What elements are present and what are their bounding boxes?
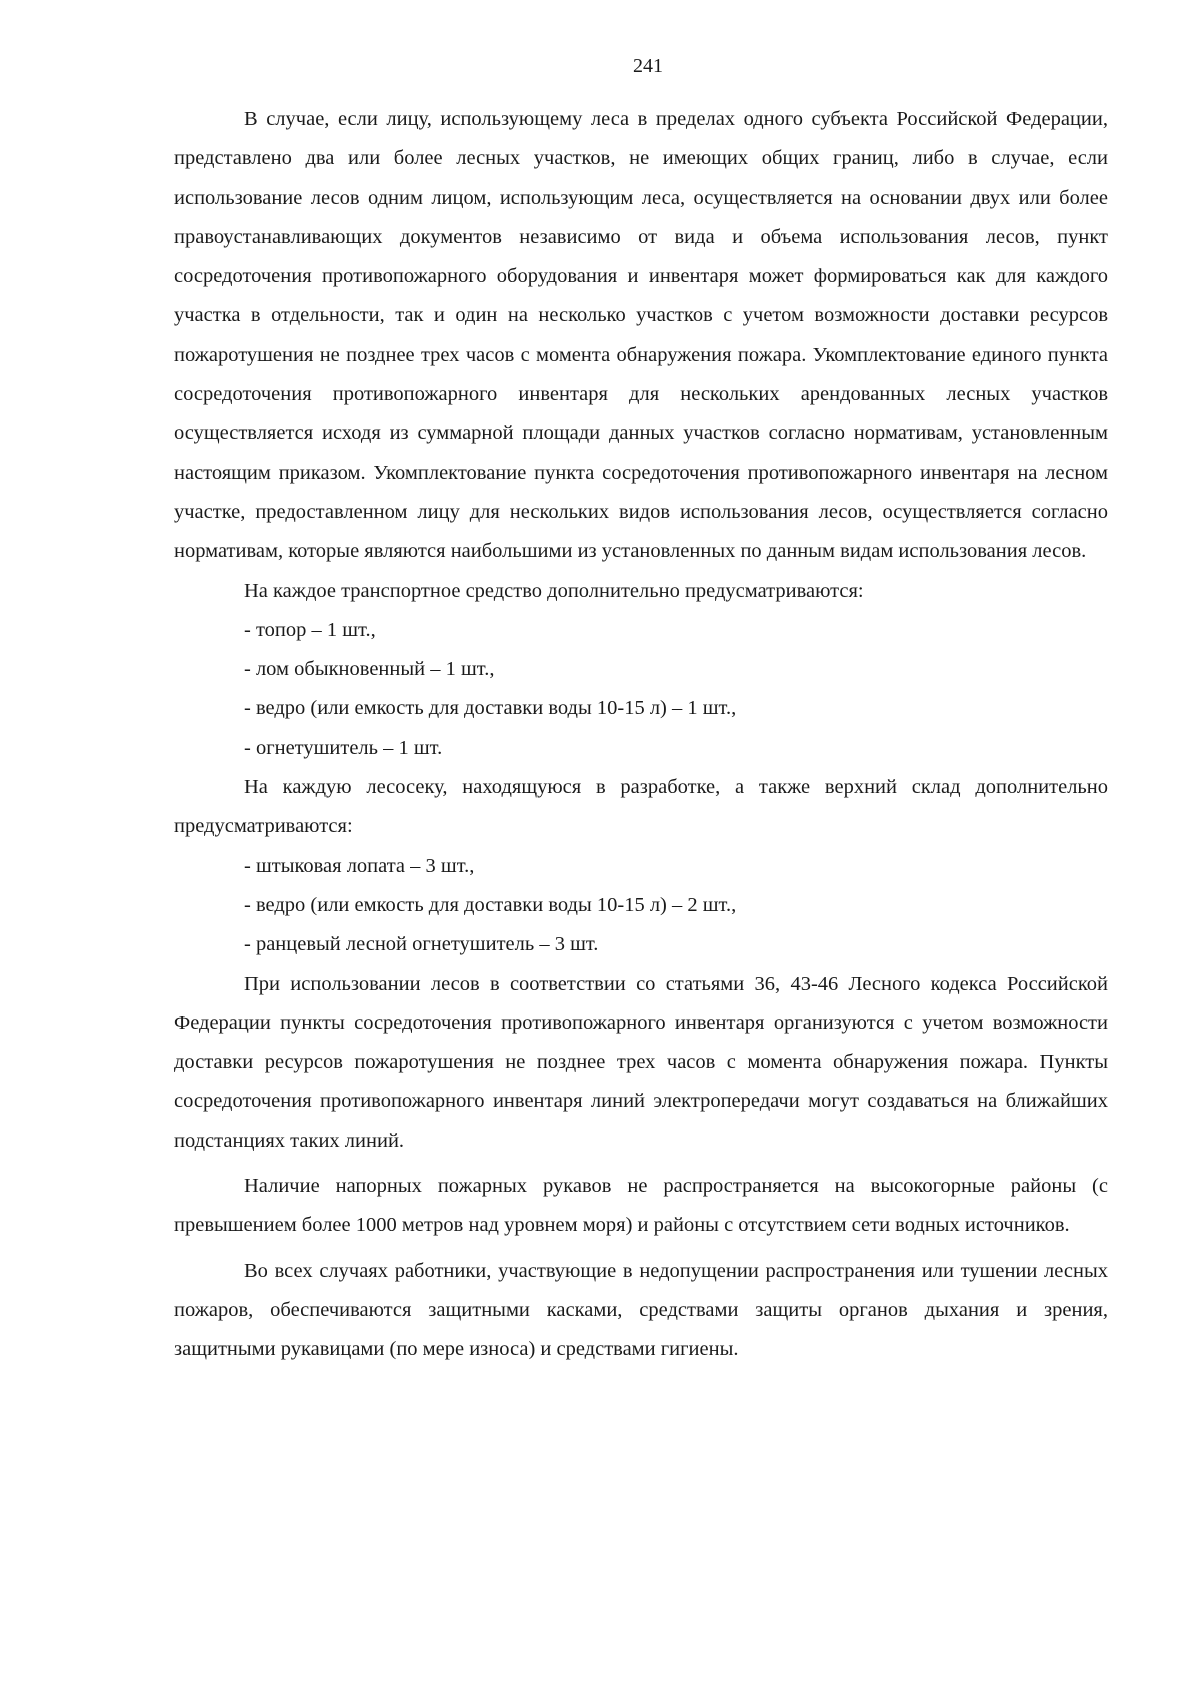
- page-number: 241: [633, 55, 663, 77]
- list-item-shovel: - штыковая лопата – 3 шт.,: [244, 854, 475, 877]
- list-item-backpack-extinguisher: - ранцевый лесной огнетушитель – 3 шт.: [244, 933, 599, 956]
- list-item-extinguisher: - огнетушитель – 1 шт.: [244, 736, 443, 759]
- list-item-axe: - топор – 1 шт.,: [244, 618, 376, 641]
- paragraph-highland-exception: Наличие напорных пожарных рукавов не распространяется на высокогорные районы (с превышением более 1000 метров над уровнем моря) и районы с отсутствием сети водных источников.: [174, 1175, 1108, 1237]
- document-body: [174, 100, 1108, 1370]
- list-item-crowbar: - лом обыкновенный – 1 шт.,: [244, 658, 495, 681]
- paragraph-multiple-plots: В случае, если лицу, использующему леса в пределах одного субъекта Российской Федерации, представлено два или более лесных участков, не имеющих общих границ, либо в случае, если использование лесов одним лицом, использующим леса, осуществляется на основании двух или более правоустанавливающих документов независимо от вида и объема использования лесов, пункт сосредоточения противопожарного оборудования и инвентаря может формироваться как для каждого участка в отдельности, так и один на несколько участков с учетом возможности доставки ресурсов пожаротушения не позднее трех часов с момента обнаружения пожара. Укомплектование единого пункта сосредоточения противопожарного инвентаря для нескольких арендованных лесных участков осуществляется исходя из суммарной площади данных участков согласно нормативам, установленным настоящим приказом. Укомплектование пункта сосредоточения противопожарного инвентаря на лесном участке, предоставленном лицу для нескольких видов использования лесов, осуществляется согласно нормативам, которые являются наибольшими из установленных по данным видам использования лесов.: [174, 108, 1108, 563]
- list-item-bucket-vehicle: - ведро (или емкость для доставки воды 10-15 л) – 1 шт.,: [244, 697, 737, 720]
- paragraph-worker-protection: Во всех случаях работники, участвующие в недопущении распространения или тушении лесных пожаров, обеспечиваются защитными касками, средствами защиты органов дыхания и зрения, защитными рукавицами (по мере износа) и средствами гигиены.: [174, 1259, 1108, 1361]
- paragraph-forest-code-articles: При использовании лесов в соответствии со статьями 36, 43-46 Лесного кодекса Российской Федерации пункты сосредоточения противопожарного инвентаря организуются с учетом возможности доставки ресурсов пожаротушения не позднее трех часов с момента обнаружения пожара. Пункты сосредоточения противопожарного инвентаря линий электропередачи могут создаваться на ближайших подстанциях таких линий.: [174, 972, 1108, 1152]
- list-item-bucket-cutting: - ведро (или емкость для доставки воды 10-15 л) – 2 шт.,: [244, 893, 737, 916]
- paragraph-vehicle-equipment-intro: На каждое транспортное средство дополнительно предусматриваются:: [244, 579, 864, 602]
- paragraph-cutting-area-intro: На каждую лесосеку, находящуюся в разработке, а также верхний склад дополнительно предусматриваются:: [174, 776, 1108, 838]
